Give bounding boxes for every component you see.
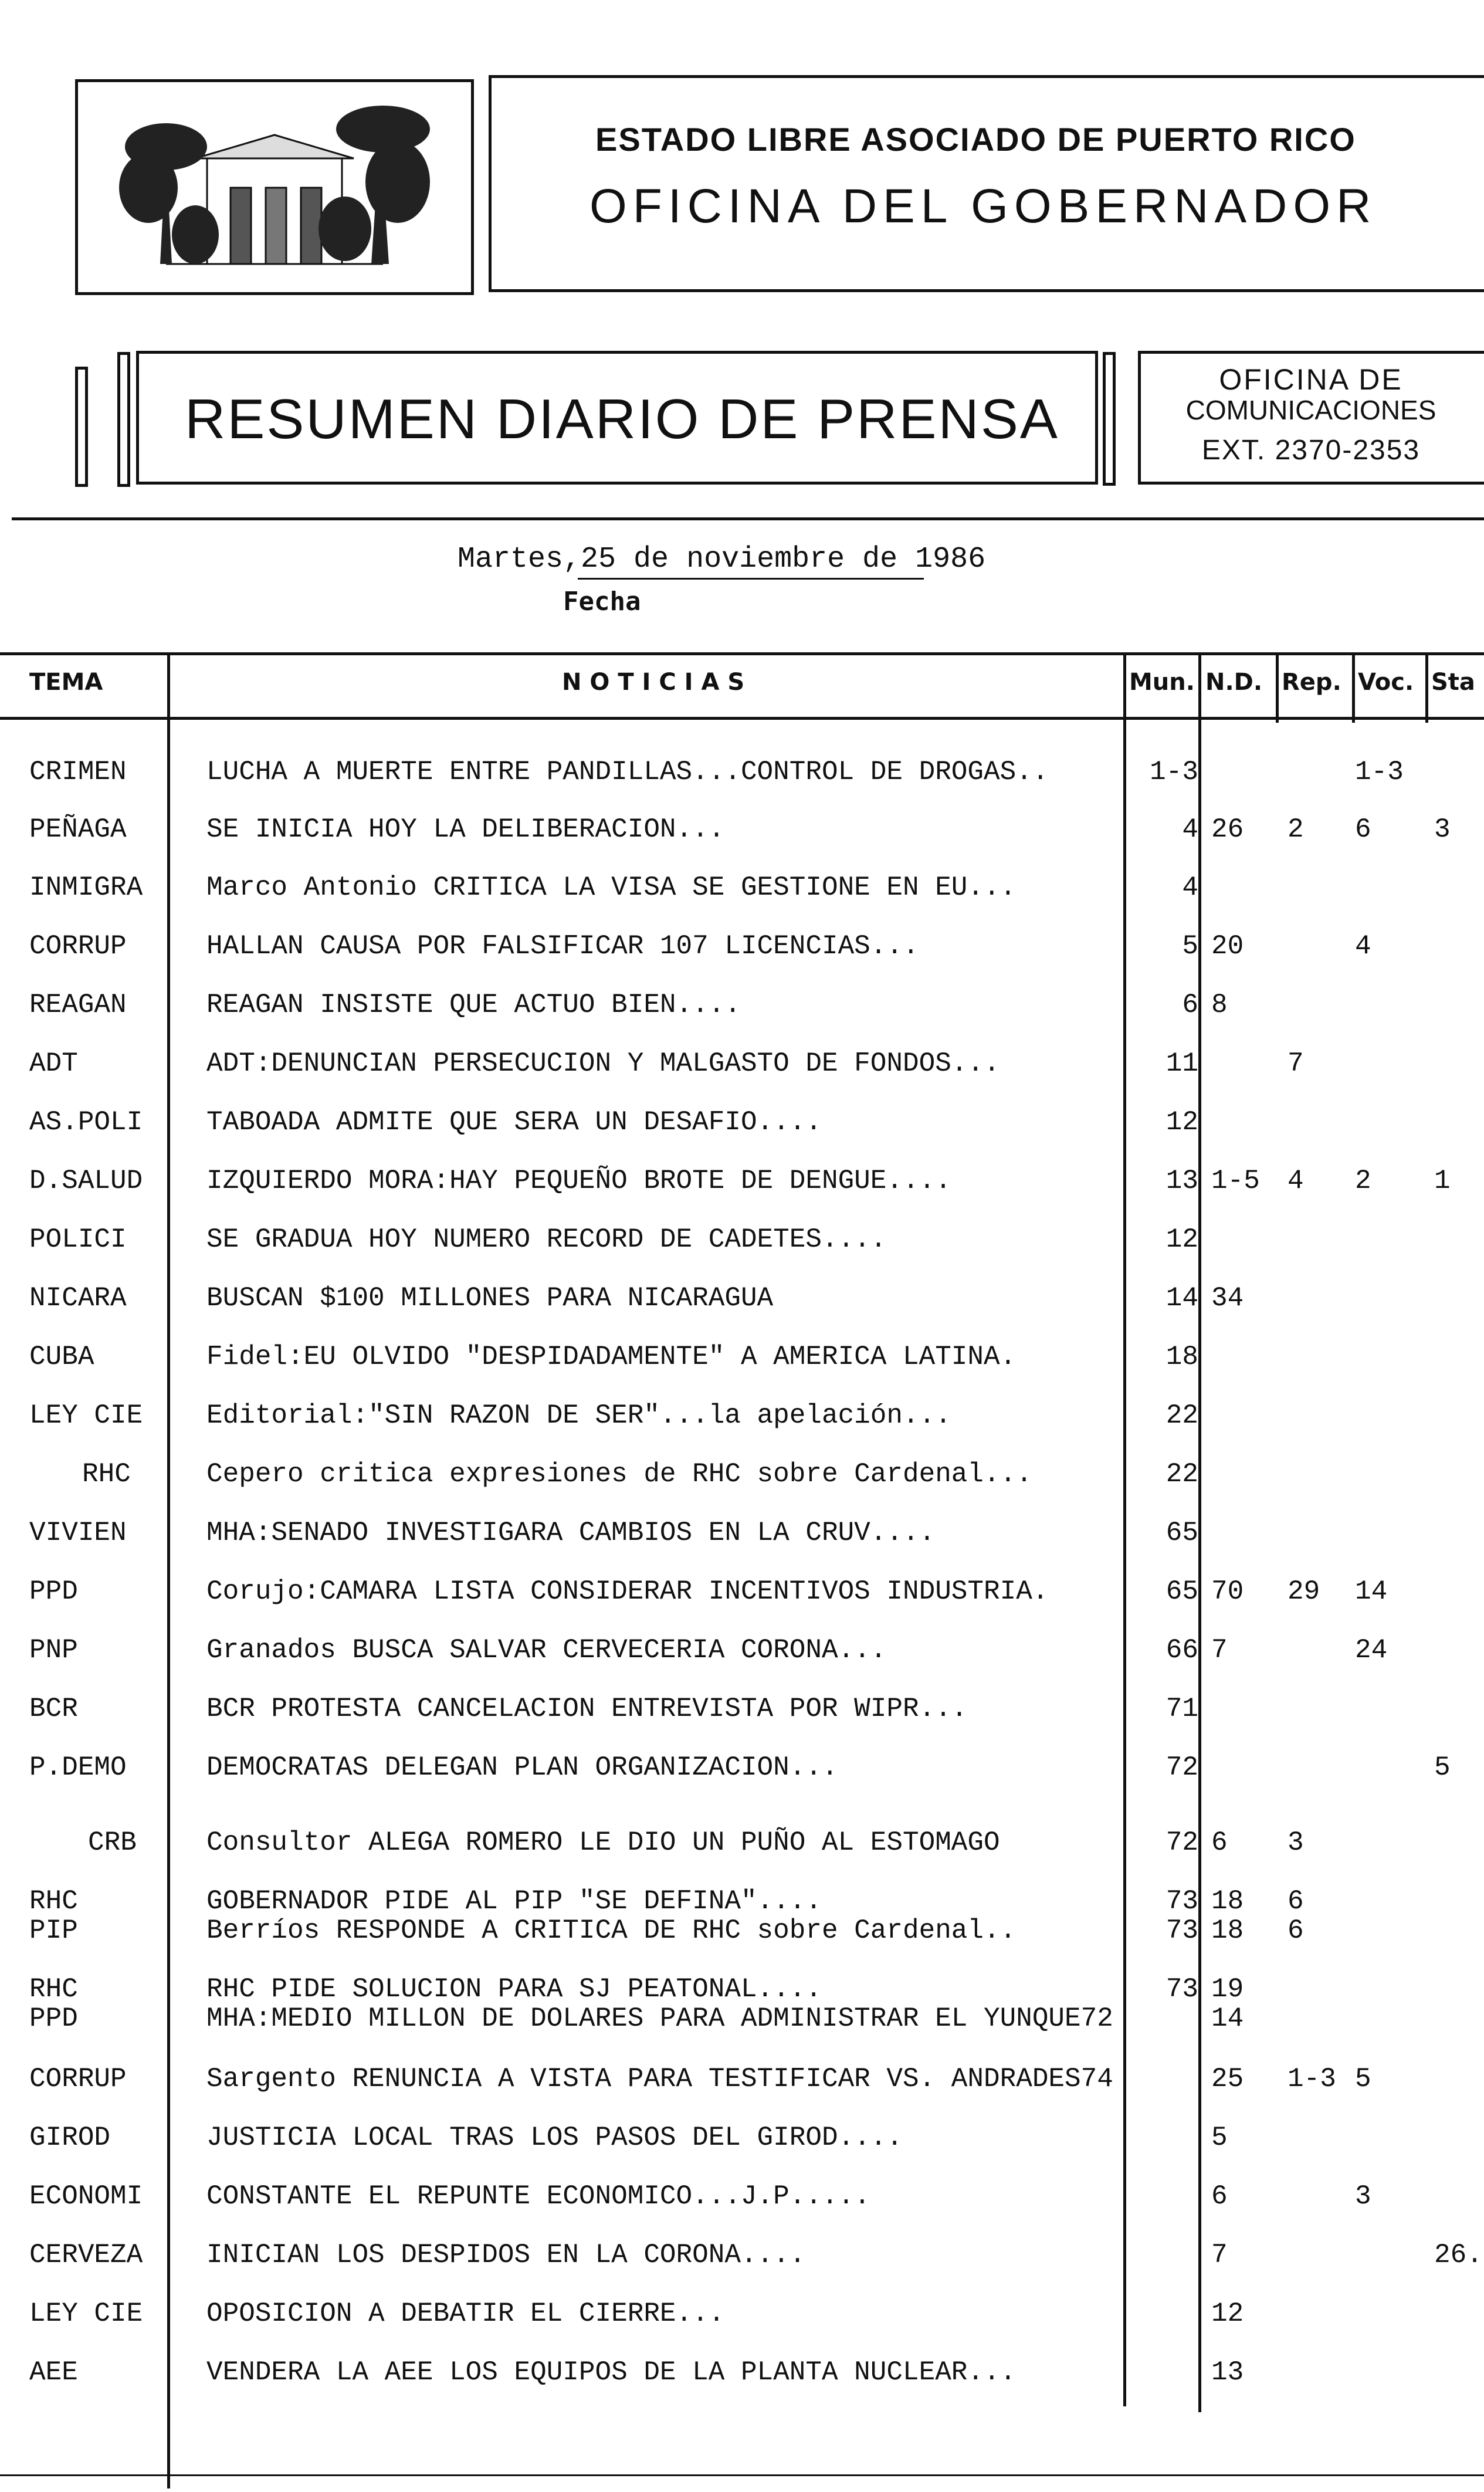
- row-rep: 2: [1288, 814, 1304, 845]
- row-noticia: Cepero critica expresiones de RHC sobre Cardenal...: [206, 1459, 1032, 1489]
- row-mun: 71: [1165, 1694, 1198, 1724]
- row-voc: 3: [1355, 2181, 1371, 2212]
- row-mun: 72: [1165, 1752, 1198, 1783]
- state-name: ESTADO LIBRE ASOCIADO DE PUERTO RICO: [595, 121, 1356, 158]
- row-tema: POLICI: [29, 1224, 127, 1255]
- row-tema: REAGAN: [29, 990, 127, 1020]
- column-header-noticias: N O T I C I A S: [562, 669, 745, 696]
- row-tema: ECONOMI: [29, 2181, 143, 2212]
- column-header-sta: Sta: [1431, 669, 1475, 696]
- row-rep: 3: [1288, 1827, 1304, 1858]
- row-nd: 12: [1211, 2298, 1244, 2329]
- row-mun: 18: [1165, 1342, 1198, 1372]
- row-tema: GIROD: [29, 2122, 111, 2153]
- row-noticia: Consultor ALEGA ROMERO LE DIO UN PUÑO AL ESTOMAGO: [206, 1827, 1000, 1858]
- row-tema: LEY CIE: [29, 2298, 143, 2329]
- row-mun: 1-3: [1150, 757, 1198, 787]
- row-noticia: Corujo:CAMARA LISTA CONSIDERAR INCENTIVOS INDUSTRIA.: [206, 1576, 1049, 1607]
- row-voc: 24: [1355, 1635, 1388, 1665]
- column-header-mun: Mun.: [1129, 669, 1195, 696]
- palace-illustration-icon: [78, 82, 471, 292]
- row-noticia: Editorial:"SIN RAZON DE SER"...la apelación...: [206, 1400, 951, 1431]
- row-tema: BCR: [29, 1694, 78, 1724]
- row-noticia: CONSTANTE EL REPUNTE ECONOMICO...J.P.....: [206, 2181, 870, 2212]
- column-divider-voc: [1352, 652, 1355, 723]
- row-noticia: RHC PIDE SOLUCION PARA SJ PEATONAL....: [206, 1974, 822, 2005]
- column-header-tema: TEMA: [29, 669, 103, 696]
- row-tema: CUBA: [29, 1342, 94, 1372]
- row-noticia: OPOSICION A DEBATIR EL CIERRE...: [206, 2298, 725, 2329]
- row-tema: VIVIEN: [29, 1518, 127, 1548]
- row-noticia: Sargento RENUNCIA A VISTA PARA TESTIFICAR VS. ANDRADES74: [206, 2064, 1113, 2094]
- row-noticia: Marco Antonio CRITICA LA VISA SE GESTIONE EN EU...: [206, 872, 1017, 903]
- row-nd: 19: [1211, 1974, 1244, 2005]
- row-voc: 14: [1355, 1576, 1388, 1607]
- row-tema: RHC: [29, 1974, 78, 2005]
- table-header-border: [0, 717, 1484, 720]
- column-divider-tema: [167, 652, 170, 2488]
- row-tema: NICARA: [29, 1283, 127, 1313]
- column-divider-nd: [1198, 652, 1201, 2412]
- row-rep: 1-3: [1288, 2064, 1336, 2094]
- row-mun: 11: [1165, 1048, 1198, 1079]
- row-rep: 7: [1288, 1048, 1304, 1079]
- row-nd: 6: [1211, 1827, 1228, 1858]
- row-mun: 66: [1165, 1635, 1198, 1665]
- row-nd: 7: [1211, 1635, 1228, 1665]
- row-noticia: REAGAN INSISTE QUE ACTUO BIEN....: [206, 990, 741, 1020]
- banner-bar-left: [75, 367, 88, 487]
- row-mun: 6: [1182, 990, 1198, 1020]
- row-sta: 3: [1434, 814, 1451, 845]
- row-nd: 1-5: [1211, 1166, 1260, 1196]
- office-line1: OFICINA DE: [1219, 363, 1403, 396]
- row-mun: 4: [1182, 814, 1198, 845]
- column-header-rep: Rep.: [1282, 669, 1341, 696]
- row-rep: 4: [1288, 1166, 1304, 1196]
- row-nd: 20: [1211, 931, 1244, 961]
- row-tema: CORRUP: [29, 931, 127, 961]
- row-mun: 14: [1165, 1283, 1198, 1313]
- row-rep: 6: [1288, 1886, 1304, 1917]
- row-tema: CORRUP: [29, 2064, 127, 2094]
- row-noticia: LUCHA A MUERTE ENTRE PANDILLAS...CONTROL DE DROGAS..: [206, 757, 1049, 787]
- row-mun: 22: [1165, 1400, 1198, 1431]
- row-noticia: INICIAN LOS DESPIDOS EN LA CORONA....: [206, 2240, 806, 2270]
- governor-office-logo: [75, 79, 474, 295]
- row-mun: 65: [1165, 1518, 1198, 1548]
- row-noticia: TABOADA ADMITE QUE SERA UN DESAFIO....: [206, 1107, 822, 1137]
- date-value: Martes,25 de noviembre de 1986: [458, 543, 986, 576]
- row-mun: 4: [1182, 872, 1198, 903]
- office-line2: COMUNICACIONES: [1185, 395, 1436, 425]
- row-nd: 34: [1211, 1283, 1244, 1313]
- table-top-border: [0, 652, 1484, 655]
- row-noticia: ADT:DENUNCIAN PERSECUCION Y MALGASTO DE FONDOS...: [206, 1048, 1000, 1079]
- banner-title: RESUMEN DIARIO DE PRENSA: [185, 388, 1059, 451]
- row-noticia: DEMOCRATAS DELEGAN PLAN ORGANIZACION...: [206, 1752, 838, 1783]
- row-noticia: JUSTICIA LOCAL TRAS LOS PASOS DEL GIROD....: [206, 2122, 903, 2153]
- row-mun: 5: [1182, 931, 1198, 961]
- row-nd: 6: [1211, 2181, 1228, 2212]
- row-mun: 12: [1165, 1224, 1198, 1255]
- row-noticia: SE INICIA HOY LA DELIBERACION...: [206, 814, 725, 845]
- office-name: OFICINA DEL GOBERNADOR: [589, 180, 1377, 233]
- row-nd: 5: [1211, 2122, 1228, 2153]
- row-tema: PPD: [29, 2003, 78, 2034]
- row-nd: 70: [1211, 1576, 1244, 1607]
- row-tema: CRIMEN: [29, 757, 127, 787]
- column-divider-rep: [1276, 652, 1279, 723]
- row-tema: RHC: [29, 1886, 78, 1917]
- row-nd: 13: [1211, 2357, 1244, 2388]
- column-divider-sta: [1425, 652, 1428, 723]
- row-mun: 72: [1165, 1827, 1198, 1858]
- row-noticia: IZQUIERDO MORA:HAY PEQUEÑO BROTE DE DENGUE....: [206, 1166, 951, 1196]
- date-underline: [578, 578, 924, 580]
- row-nd: 26: [1211, 814, 1244, 845]
- row-voc: 2: [1355, 1166, 1371, 1196]
- row-mun: 22: [1165, 1459, 1198, 1489]
- row-rep: 6: [1288, 1915, 1304, 1946]
- row-tema: ADT: [29, 1048, 78, 1079]
- row-mun: 73: [1165, 1886, 1198, 1917]
- row-tema: AEE: [29, 2357, 78, 2388]
- row-nd: 18: [1211, 1915, 1244, 1946]
- row-sta: 1: [1434, 1166, 1451, 1196]
- column-header-nd: N.D.: [1205, 669, 1263, 696]
- row-noticia: BCR PROTESTA CANCELACION ENTREVISTA POR WIPR...: [206, 1694, 968, 1724]
- row-mun: 65: [1165, 1576, 1198, 1607]
- row-tema: PNP: [29, 1635, 78, 1665]
- row-tema: PPD: [29, 1576, 78, 1607]
- row-voc: 5: [1355, 2064, 1371, 2094]
- banner-bar-right: [1103, 352, 1116, 486]
- row-nd: 25: [1211, 2064, 1244, 2094]
- row-mun: 73: [1165, 1974, 1198, 2005]
- row-noticia: VENDERA LA AEE LOS EQUIPOS DE LA PLANTA NUCLEAR...: [206, 2357, 1017, 2388]
- row-tema: PEÑAGA: [29, 814, 127, 845]
- row-voc: 4: [1355, 931, 1371, 961]
- row-noticia: MHA:MEDIO MILLON DE DOLARES PARA ADMINISTRAR EL YUNQUE72: [206, 2003, 1113, 2034]
- table-bottom-border: [0, 2474, 1484, 2476]
- row-mun: 12: [1165, 1107, 1198, 1137]
- row-nd: 7: [1211, 2240, 1228, 2270]
- row-mun: 73: [1165, 1915, 1198, 1946]
- row-noticia: BUSCAN $100 MILLONES PARA NICARAGUA: [206, 1283, 774, 1313]
- row-voc: 1-3: [1355, 757, 1404, 787]
- row-nd: 18: [1211, 1886, 1244, 1917]
- header-divider: [12, 517, 1484, 520]
- row-tema: CERVEZA: [29, 2240, 143, 2270]
- row-tema: PIP: [29, 1915, 78, 1946]
- row-sta: 26.: [1434, 2240, 1483, 2270]
- row-noticia: GOBERNADOR PIDE AL PIP "SE DEFINA"....: [206, 1886, 822, 1917]
- row-tema: INMIGRA: [29, 872, 143, 903]
- row-nd: 8: [1211, 990, 1228, 1020]
- row-tema: AS.POLI: [29, 1107, 143, 1137]
- office-extension: EXT. 2370-2353: [1201, 435, 1421, 466]
- row-sta: 5: [1434, 1752, 1451, 1783]
- banner-bar-left-inner: [117, 352, 130, 487]
- row-tema: P.DEMO: [29, 1752, 127, 1783]
- row-tema: CRB: [88, 1827, 137, 1858]
- row-noticia: HALLAN CAUSA POR FALSIFICAR 107 LICENCIAS...: [206, 931, 919, 961]
- row-tema: RHC: [82, 1459, 131, 1489]
- row-nd: 14: [1211, 2003, 1244, 2034]
- row-rep: 29: [1288, 1576, 1320, 1607]
- row-tema: D.SALUD: [29, 1166, 143, 1196]
- date-label: Fecha: [563, 587, 641, 617]
- row-noticia: Fidel:EU OLVIDO "DESPIDADAMENTE" A AMERICA LATINA.: [206, 1342, 1017, 1372]
- row-mun: 13: [1165, 1166, 1198, 1196]
- row-noticia: MHA:SENADO INVESTIGARA CAMBIOS EN LA CRUV....: [206, 1518, 936, 1548]
- row-voc: 6: [1355, 814, 1371, 845]
- row-noticia: SE GRADUA HOY NUMERO RECORD DE CADETES....: [206, 1224, 887, 1255]
- row-noticia: Berríos RESPONDE A CRITICA DE RHC sobre Cardenal..: [206, 1915, 1017, 1946]
- row-noticia: Granados BUSCA SALVAR CERVECERIA CORONA...: [206, 1635, 887, 1665]
- row-tema: LEY CIE: [29, 1400, 143, 1431]
- column-header-voc: Voc.: [1358, 669, 1414, 696]
- column-divider-mun: [1123, 652, 1126, 2406]
